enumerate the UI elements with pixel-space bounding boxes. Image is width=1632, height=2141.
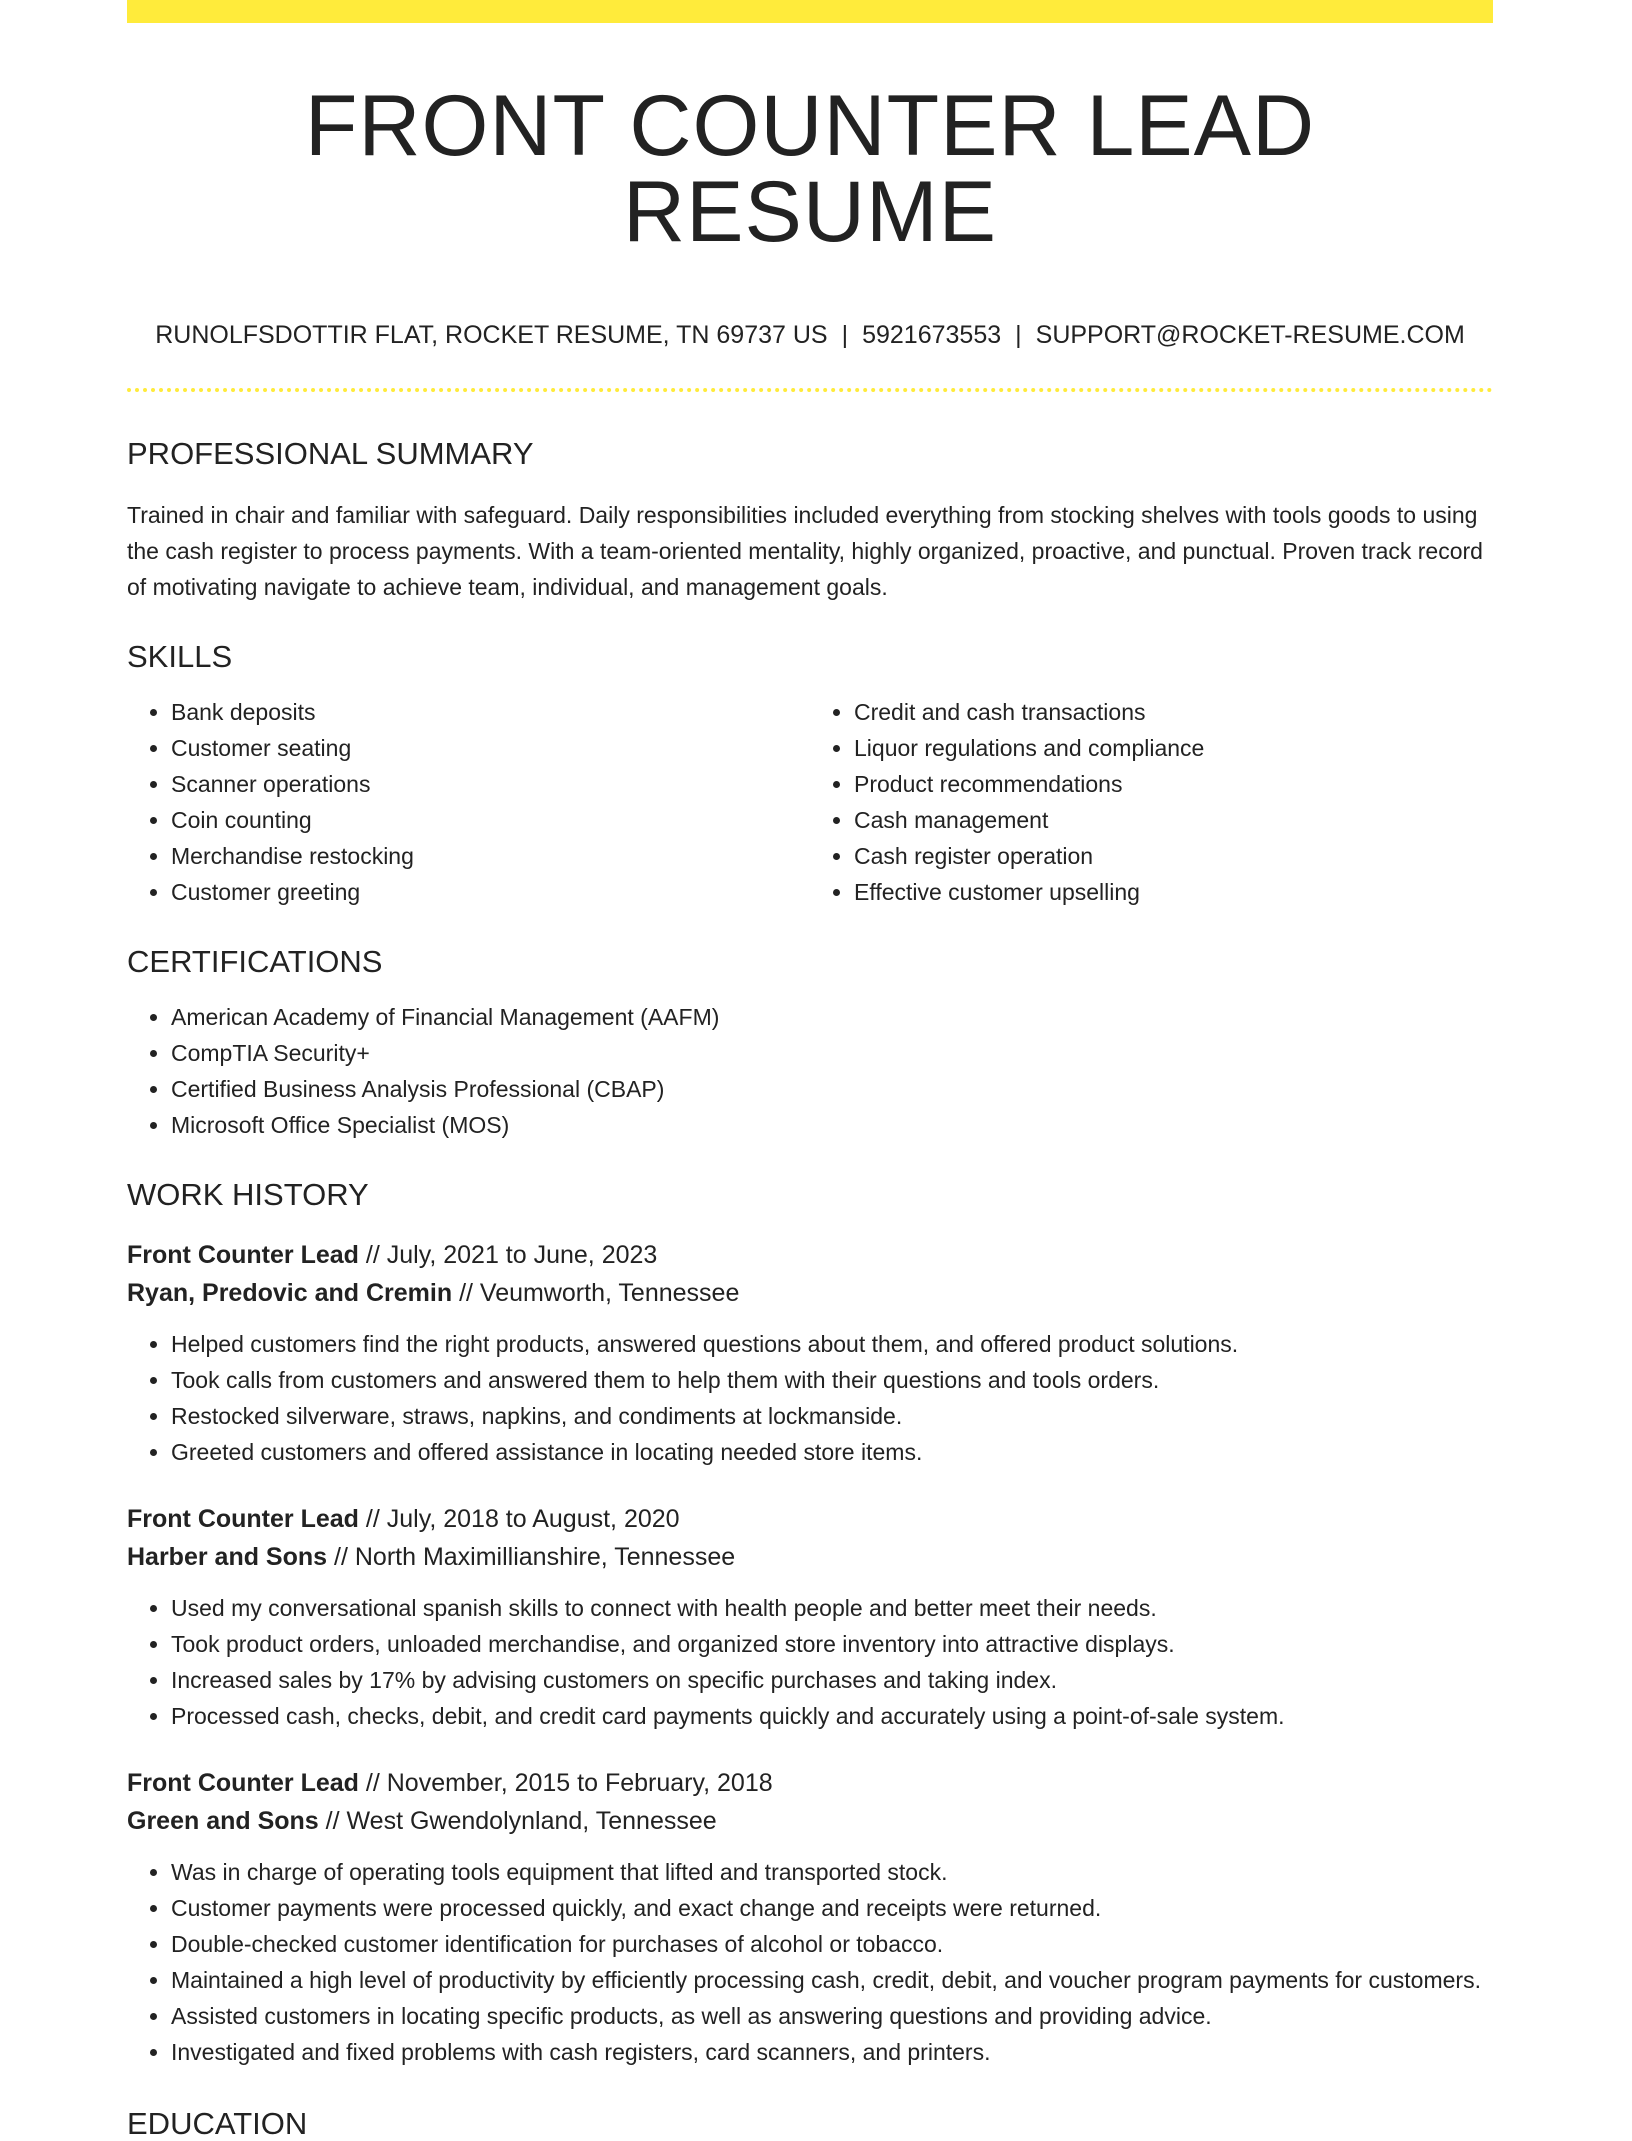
- job-company: Green and Sons: [127, 1807, 319, 1835]
- education-heading: EDUCATION: [127, 2106, 308, 2141]
- dotted-divider: [127, 388, 1493, 392]
- job-dates: July, 2021 to June, 2023: [386, 1241, 658, 1269]
- certification-item: • American Academy of Financial Management (AAFM): [171, 999, 1493, 1035]
- job-bullet: • Took calls from customers and answered them to help them with their questions and tools orders.: [171, 1362, 1493, 1398]
- job-separator: //: [334, 1543, 348, 1571]
- job-bullet: • Restocked silverware, straws, napkins, and condiments at lockmanside.: [171, 1398, 1493, 1434]
- skill-item: • Effective customer upselling: [854, 874, 1493, 910]
- job-location: West Gwendolynland, Tennessee: [346, 1807, 717, 1835]
- work-history-heading: WORK HISTORY: [127, 1177, 369, 1212]
- job-dates: July, 2018 to August, 2020: [386, 1505, 680, 1533]
- job-bullets: [127, 1590, 1493, 1734]
- skill-item: • Coin counting: [171, 802, 810, 838]
- job-bullets: [127, 1326, 1493, 1470]
- job-title-line: [127, 1500, 1493, 1538]
- job-bullet: • Was in charge of operating tools equipment that lifted and transported stock.: [171, 1854, 1493, 1890]
- job-separator: //: [365, 1505, 380, 1533]
- job-title: Front Counter Lead: [127, 1505, 359, 1533]
- skill-item: • Product recommendations: [854, 766, 1493, 802]
- skills-column-right: [810, 694, 1493, 910]
- skill-item: • Cash register operation: [854, 838, 1493, 874]
- job-bullet: • Double-checked customer identification for purchases of alcohol or tobacco.: [171, 1926, 1493, 1962]
- skill-item: • Liquor regulations and compliance: [854, 730, 1493, 766]
- job-company-line: [127, 1538, 1493, 1576]
- job-entry: [127, 1764, 1493, 2070]
- skill-item: • Customer greeting: [171, 874, 810, 910]
- certification-item: • Microsoft Office Specialist (MOS): [171, 1107, 1493, 1143]
- job-company: Ryan, Predovic and Cremin: [127, 1279, 453, 1307]
- contact-line: [127, 323, 1493, 348]
- contact-separator: |: [1015, 321, 1022, 349]
- job-bullet: • Greeted customers and offered assistance in locating needed store items.: [171, 1434, 1493, 1470]
- job-location: Veumworth, Tennessee: [479, 1279, 740, 1307]
- job-bullet: • Helped customers find the right products, answered questions about them, and offered product solutions.: [171, 1326, 1493, 1362]
- contact-email[interactable]: SUPPORT@ROCKET-RESUME.COM: [1035, 321, 1465, 349]
- job-bullet: • Customer payments were processed quickly, and exact change and receipts were returned.: [171, 1890, 1493, 1926]
- skill-item: • Bank deposits: [171, 694, 810, 730]
- skill-item: • Cash management: [854, 802, 1493, 838]
- skills-list: [127, 694, 1493, 910]
- resume-content: [127, 23, 1493, 2139]
- job-entry: [127, 1236, 1493, 1470]
- contact-separator: |: [841, 321, 849, 349]
- accent-bar: [127, 0, 1493, 23]
- certification-item: • CompTIA Security+: [171, 1035, 1493, 1071]
- summary-text: Trained in chair and familiar with safeguard. Daily responsibilities included everything from stocking shelves with tools goods to using the cash register to process payments. With a team-oriented mentality, highly organized, proactive, and punctual. Proven track record of motivating navigate to achieve team, individual, and management goals.: [127, 502, 1483, 600]
- skill-item: • Scanner operations: [171, 766, 810, 802]
- job-entry: [127, 1500, 1493, 1734]
- certifications-heading: CERTIFICATIONS: [127, 944, 383, 979]
- job-title: Front Counter Lead: [127, 1769, 359, 1797]
- job-bullet: • Processed cash, checks, debit, and credit card payments quickly and accurately using a point-of-sale system.: [171, 1698, 1493, 1734]
- skills-column-left: [127, 694, 810, 910]
- job-company-line: [127, 1802, 1493, 1840]
- job-bullet: • Maintained a high level of productivity by efficiently processing cash, credit, debit, and voucher program payments for customers.: [171, 1962, 1493, 1998]
- job-title: Front Counter Lead: [127, 1241, 359, 1269]
- job-title-line: [127, 1764, 1493, 1802]
- job-bullet: • Increased sales by 17% by advising customers on specific purchases and taking index.: [171, 1662, 1493, 1698]
- skill-item: • Customer seating: [171, 730, 810, 766]
- job-separator: //: [365, 1769, 380, 1797]
- skill-item: • Merchandise restocking: [171, 838, 810, 874]
- contact-phone: 5921673553: [862, 321, 1002, 349]
- job-bullets: [127, 1854, 1493, 2070]
- job-company: Harber and Sons: [127, 1543, 328, 1571]
- job-separator: //: [325, 1807, 340, 1835]
- job-bullet: • Investigated and fixed problems with cash registers, card scanners, and printers.: [171, 2034, 1493, 2070]
- job-bullet: • Assisted customers in locating specific products, as well as answering questions and providing advice.: [171, 1998, 1493, 2034]
- job-dates: November, 2015 to February, 2018: [386, 1769, 773, 1797]
- resume-title: FRONT COUNTER LEAD RESUME: [304, 78, 1316, 260]
- job-separator: //: [459, 1279, 473, 1307]
- job-separator: //: [365, 1241, 380, 1269]
- job-location: North Maximillianshire, Tennessee: [354, 1543, 736, 1571]
- certification-item: • Certified Business Analysis Professional (CBAP): [171, 1071, 1493, 1107]
- job-bullet: • Took product orders, unloaded merchandise, and organized store inventory into attractive displays.: [171, 1626, 1493, 1662]
- skill-item: • Credit and cash transactions: [854, 694, 1493, 730]
- contact-address: RUNOLFSDOTTIR FLAT, ROCKET RESUME, TN 69737 US: [155, 321, 828, 349]
- summary-heading: PROFESSIONAL SUMMARY: [127, 436, 534, 471]
- job-bullet: • Used my conversational spanish skills to connect with health people and better meet their needs.: [171, 1590, 1493, 1626]
- certifications-list: [127, 999, 1493, 1143]
- skills-heading: SKILLS: [127, 639, 233, 674]
- job-title-line: [127, 1236, 1493, 1274]
- job-company-line: [127, 1274, 1493, 1312]
